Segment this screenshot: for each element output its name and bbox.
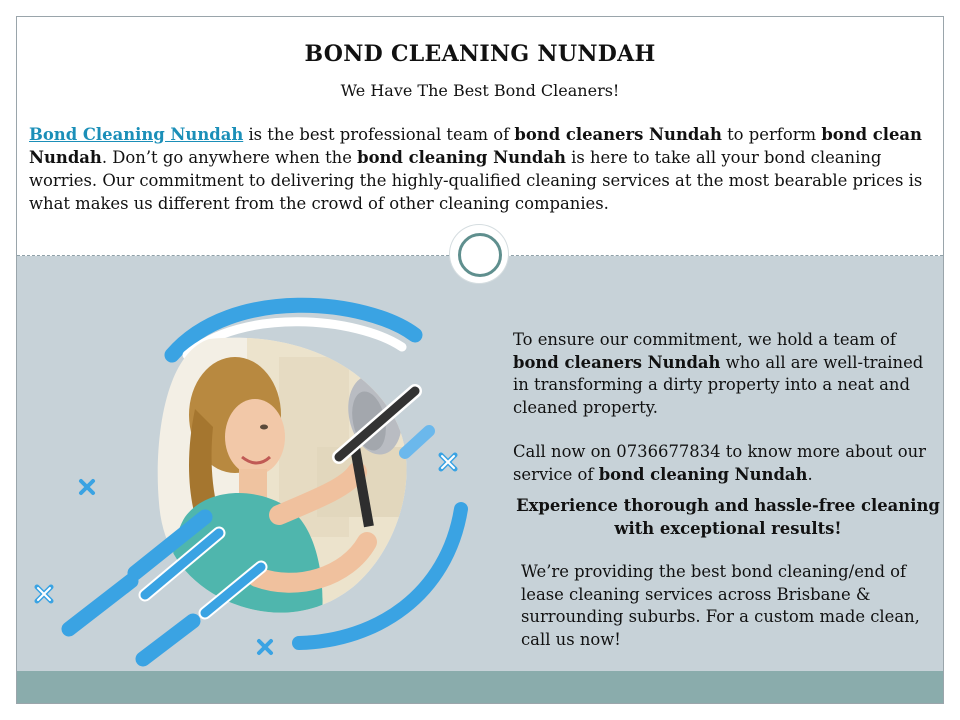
intro-text: . Don’t go anywhere when the bbox=[101, 148, 358, 167]
sparkle-cross-icon bbox=[259, 641, 271, 653]
commitment-paragraph bbox=[513, 329, 933, 419]
header-section bbox=[17, 17, 943, 255]
decorative-stripe bbox=[69, 581, 131, 629]
commitment-text: To ensure our commitment, we hold a team of bbox=[513, 330, 896, 349]
call-text: Call now on 0736677834 to know more about our service of bbox=[513, 442, 926, 484]
intro-bold-text: bond clean Nundah bbox=[29, 125, 922, 167]
service-paragraph: We’re providing the best bond cleaning/end of lease cleaning services across Brisbane & surrounding suburbs. For a custom made clean, call us now! bbox=[521, 562, 920, 649]
slide bbox=[16, 16, 944, 704]
ring-outline bbox=[458, 233, 502, 277]
intro-bold-text: bond cleaning Nundah bbox=[357, 148, 566, 167]
call-paragraph bbox=[513, 441, 933, 486]
cleaning-illustration bbox=[17, 297, 477, 677]
circle-ring-icon bbox=[450, 225, 508, 283]
bond-cleaning-nundah-link[interactable]: Bond Cleaning Nundah bbox=[29, 125, 244, 144]
tagline: Experience thorough and hassle-free cleaning with exceptional results! bbox=[516, 496, 940, 538]
page-subtitle: We Have The Best Bond Cleaners! bbox=[340, 81, 620, 100]
sparkle-cross-icon bbox=[38, 588, 50, 600]
intro-paragraph bbox=[29, 123, 929, 215]
commitment-bold-text: bond cleaners Nundah bbox=[513, 352, 721, 372]
intro-text: is here to take all your bond cleaning worries. Our commitment to delivering the highly-qualified cleaning services at the most bearable prices is what makes us different from the crowd of other cleaning companies. bbox=[29, 148, 923, 213]
call-text: . bbox=[807, 464, 813, 484]
page-title: BOND CLEANING NUNDAH bbox=[304, 41, 656, 67]
sparkle-cross-icon bbox=[442, 456, 454, 468]
decorative-stripe bbox=[143, 621, 193, 659]
intro-bold-text: bond cleaners Nundah bbox=[514, 125, 722, 144]
call-bold-text: bond cleaning Nundah bbox=[598, 464, 808, 484]
intro-text: to perform bbox=[721, 125, 822, 144]
decorative-stripe bbox=[405, 431, 429, 453]
intro-text: is the best professional team of bbox=[243, 125, 515, 144]
cleaner-photo bbox=[147, 317, 427, 637]
commitment-text: who all are well-trained in transforming a dirty property into a neat and cleaned property. bbox=[513, 352, 924, 417]
sparkle-cross-icon bbox=[81, 481, 93, 493]
